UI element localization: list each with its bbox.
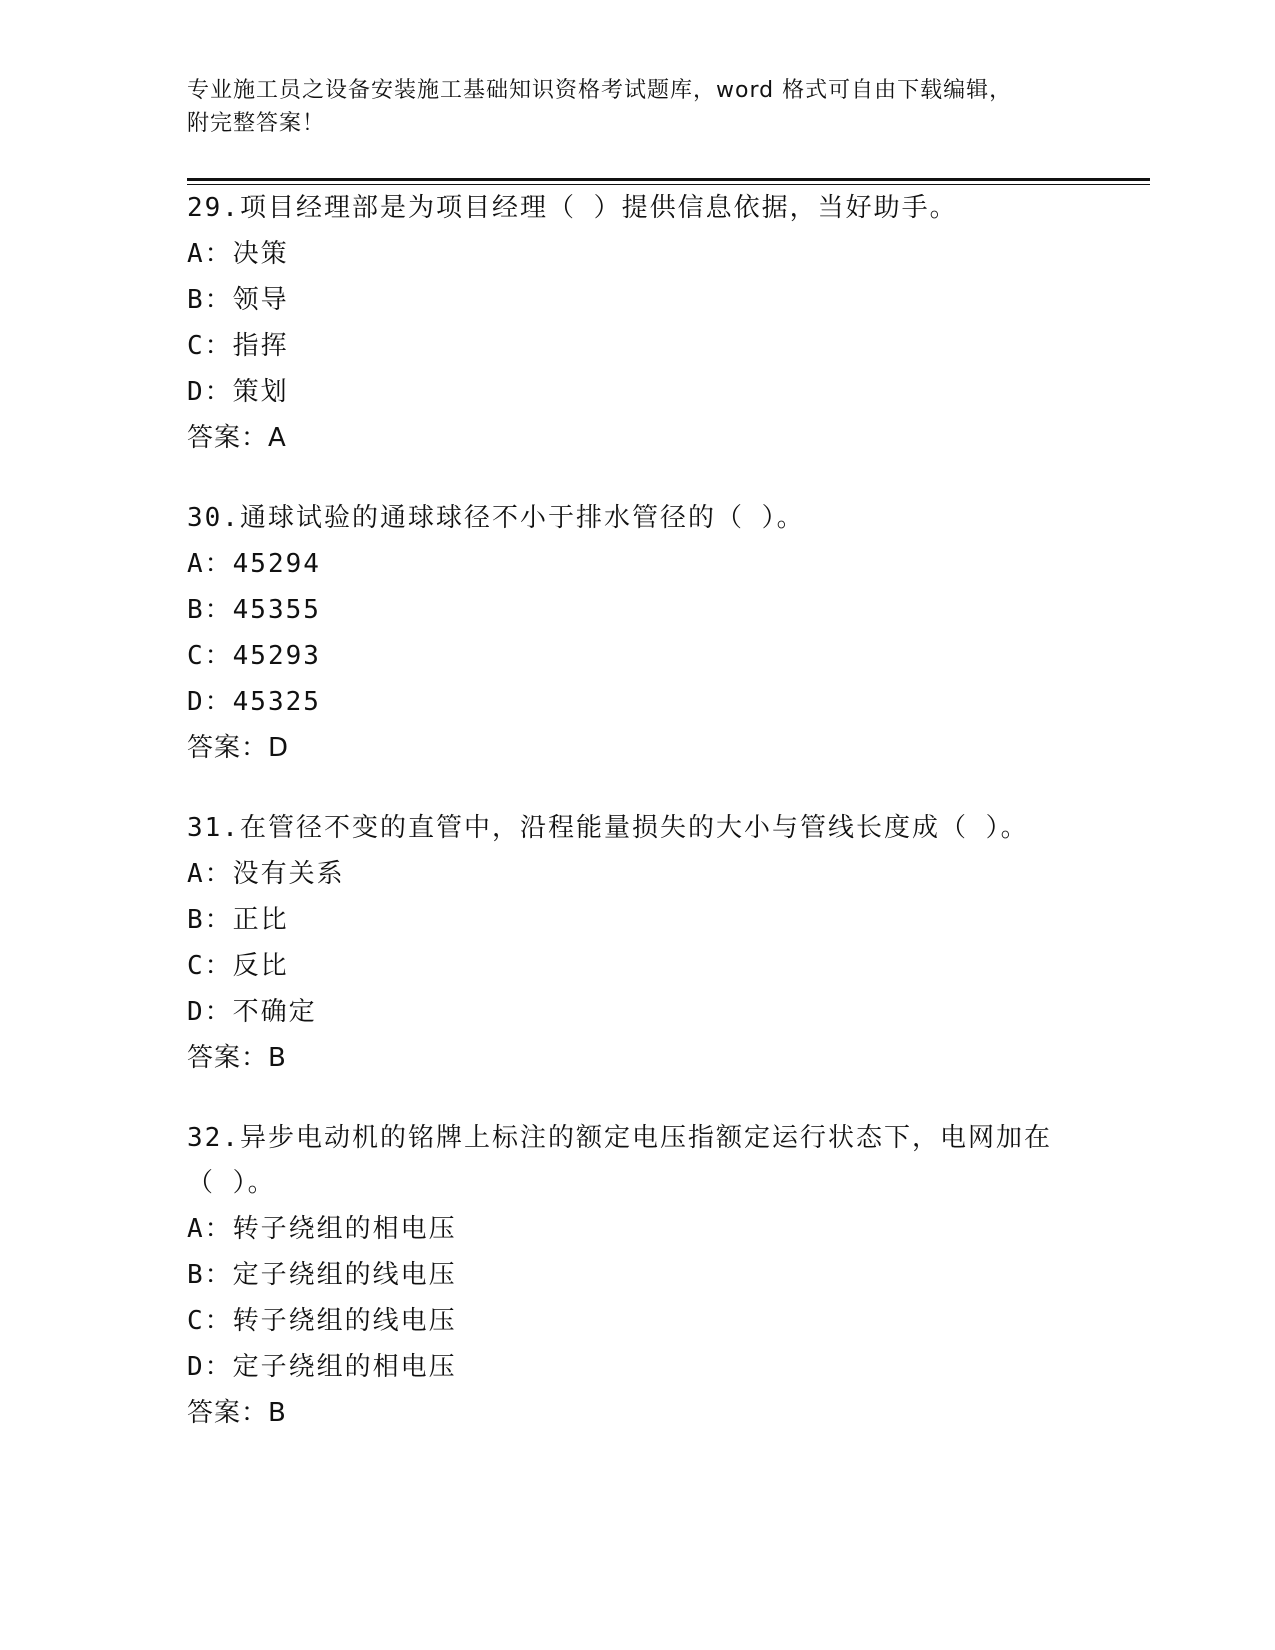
header-divider-thick <box>187 178 1150 181</box>
header-line-2: 附完整答案！ <box>187 111 326 136</box>
option-b: B：45355 <box>187 595 321 625</box>
option-a: A：没有关系 <box>187 859 345 889</box>
answer-line: 答案：A <box>187 423 287 453</box>
option-b: B：正比 <box>187 905 289 935</box>
document-header <box>187 74 1087 140</box>
question-stem: 32.异步电动机的铭牌上标注的额定电压指额定运行状态下，电网加在（ ）。 <box>187 1123 1052 1198</box>
option-c: C：45293 <box>187 641 321 671</box>
option-a: A：45294 <box>187 549 321 579</box>
question-31 <box>187 806 1087 1081</box>
option-a: A：转子绕组的相电压 <box>187 1214 457 1244</box>
option-a: A：决策 <box>187 239 289 269</box>
header-line-1: 专业施工员之设备安装施工基础知识资格考试题库，word 格式可自由下载编辑， <box>187 78 1013 103</box>
option-c: C：反比 <box>187 951 289 981</box>
answer-line: 答案：D <box>187 733 290 763</box>
option-b: B：定子绕组的线电压 <box>187 1260 457 1290</box>
question-32 <box>187 1116 1067 1436</box>
option-d: D：策划 <box>187 377 289 407</box>
question-30 <box>187 496 1087 771</box>
answer-line: 答案：B <box>187 1398 287 1428</box>
question-29 <box>187 186 1087 461</box>
option-d: D：定子绕组的相电压 <box>187 1352 457 1382</box>
option-c: C：转子绕组的线电压 <box>187 1306 457 1336</box>
option-d: D：不确定 <box>187 997 317 1027</box>
header-divider-thin <box>187 184 1150 185</box>
option-b: B：领导 <box>187 285 289 315</box>
option-c: C：指挥 <box>187 331 289 361</box>
answer-line: 答案：B <box>187 1043 287 1073</box>
question-stem: 31.在管径不变的直管中，沿程能量损失的大小与管线长度成（ ）。 <box>187 813 1029 843</box>
question-stem: 30.通球试验的通球球径不小于排水管径的（ ）。 <box>187 503 805 533</box>
question-stem: 29.项目经理部是为项目经理（ ）提供信息依据，当好助手。 <box>187 193 958 223</box>
option-d: D：45325 <box>187 687 321 717</box>
